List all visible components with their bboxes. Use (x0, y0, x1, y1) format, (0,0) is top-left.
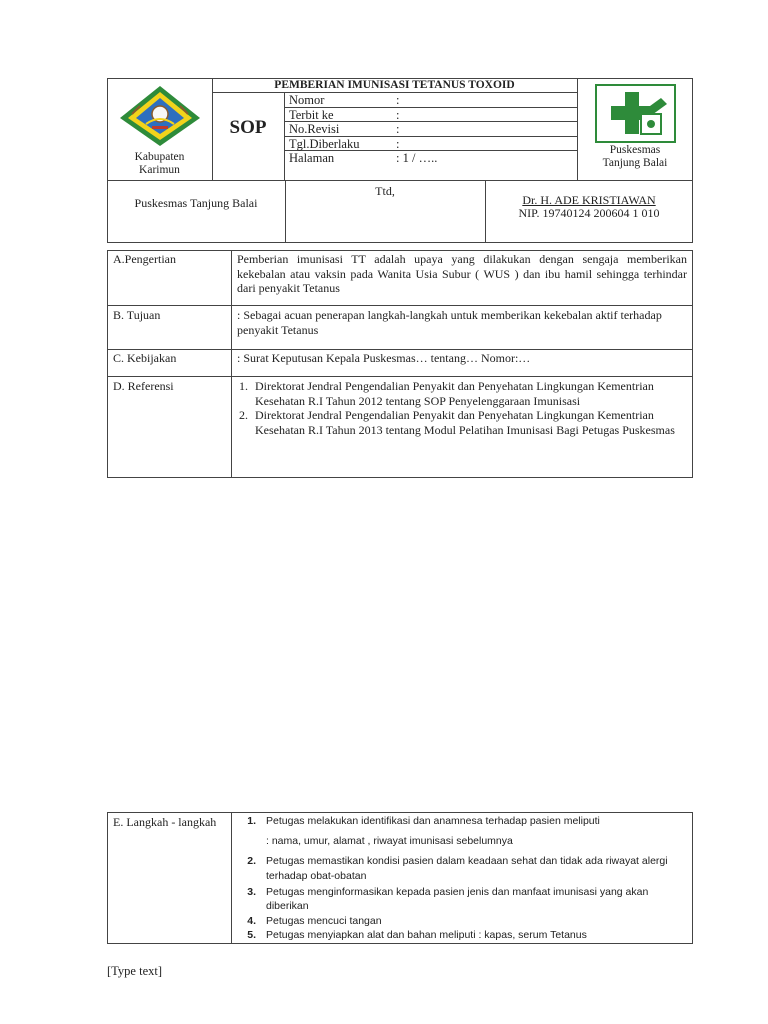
langkah-item (238, 814, 684, 848)
left-org-line2: Karimun (139, 164, 180, 176)
signer-nip: NIP. 19740124 200604 1 010 (518, 206, 660, 220)
langkah-item (238, 914, 684, 928)
section-text-kebijakan: : Surat Keputusan Kepala Puskesmas… tentang… Nomor:… (237, 351, 531, 365)
langkah-item-num: 4. (247, 915, 256, 928)
field-value-halaman: : 1 / ….. (396, 151, 438, 165)
referensi-list (235, 379, 689, 438)
right-org-line2: Tanjung Balai (602, 157, 668, 169)
field-value-nomor: : (396, 93, 400, 107)
sop-label: SOP (229, 117, 267, 138)
referensi-item-num: 2. (239, 408, 248, 423)
ttd-label: Ttd, (375, 184, 395, 198)
langkah-item-text: Petugas melakukan identifikasi dan anamnesa terhadap pasien meliputi (266, 815, 600, 827)
right-org-line1: Puskesmas (609, 144, 661, 156)
puskesmas-logo (595, 84, 676, 143)
langkah-list (238, 814, 684, 942)
section-label-kebijakan: C. Kebijakan (113, 351, 177, 365)
referensi-item-num: 1. (239, 379, 248, 393)
langkah-item-text: Petugas mencuci tangan (266, 915, 382, 928)
field-value-tgl: : (396, 137, 400, 151)
langkah-item-num: 5. (247, 929, 256, 942)
field-label-tgl: Tgl.Diberlaku (289, 137, 360, 151)
org-name: Puskesmas Tanjung Balai (134, 196, 258, 210)
field-label-nomor: Nomor (289, 93, 325, 107)
referensi-item-text: Direktorat Jendral Pengendalian Penyakit dan Penyehatan Lingkungan Kementrian Kesehatan R.I Tahun 2013 tentang Modul Pelatihan Imunisasi Bagi Petugas Puskesmas (255, 408, 675, 437)
signer-name: Dr. H. ADE KRISTIAWAN (522, 193, 656, 207)
langkah-item (238, 885, 684, 913)
langkah-item-num: 1. (247, 815, 256, 827)
section-text-tujuan: : Sebagai acuan penerapan langkah-langkah untuk memberikan kekebalan aktif terhadap penyakit Tetanus (237, 308, 662, 337)
section-label-referensi: D. Referensi (113, 379, 174, 393)
langkah-item-num: 3. (247, 885, 256, 898)
referensi-item-text: Direktorat Jendral Pengendalian Penyakit dan Penyehatan Lingkungan Kementrian Kesehatan R.I Tahun 2012 tentang SOP Penyelenggaraan Imunisasi (255, 379, 654, 408)
kabupaten-karimun-logo (118, 84, 202, 148)
section-label-langkah: E. Langkah - langkah (113, 815, 217, 829)
field-value-revisi: : (396, 122, 400, 136)
referensi-item (235, 408, 689, 437)
langkah-item-text: Petugas menginformasikan kepada pasien jenis dan manfaat imunisasi yang akan diberikan (266, 885, 649, 912)
left-org-line1: Kabupaten (134, 151, 185, 163)
section-label-pengertian: A.Pengertian (113, 252, 176, 266)
field-label-revisi: No.Revisi (289, 122, 340, 136)
langkah-item-text: Petugas memastikan kondisi pasien dalam keadaan sehat dan tidak ada riwayat alergi terhadap obat-obatan (266, 855, 668, 882)
langkah-item (238, 928, 684, 942)
footer-placeholder: [Type text] (107, 964, 163, 978)
langkah-item-text: Petugas menyiapkan alat dan bahan meliputi : kapas, serum Tetanus (266, 929, 587, 942)
langkah-item (238, 854, 684, 882)
section-label-tujuan: B. Tujuan (113, 308, 161, 322)
langkah-item-sub: : nama, umur, alamat , riwayat imunisasi sebelumnya (266, 835, 513, 848)
section-text-pengertian: Pemberian imunisasi TT adalah upaya yang dilakukan dengan sengaja memberikan kekebalan atau vaksin pada Wanita Usia Subur ( WUS ) dan ibu hamil sehingga terhindar dari penyakit Tetanus (237, 252, 687, 296)
field-label-terbit: Terbit ke (289, 108, 334, 122)
referensi-item (235, 379, 689, 408)
field-value-terbit: : (396, 108, 400, 122)
field-label-halaman: Halaman (289, 151, 335, 165)
langkah-item-num: 2. (247, 855, 256, 868)
document-title: PEMBERIAN IMUNISASI TETANUS TOXOID (274, 79, 515, 91)
